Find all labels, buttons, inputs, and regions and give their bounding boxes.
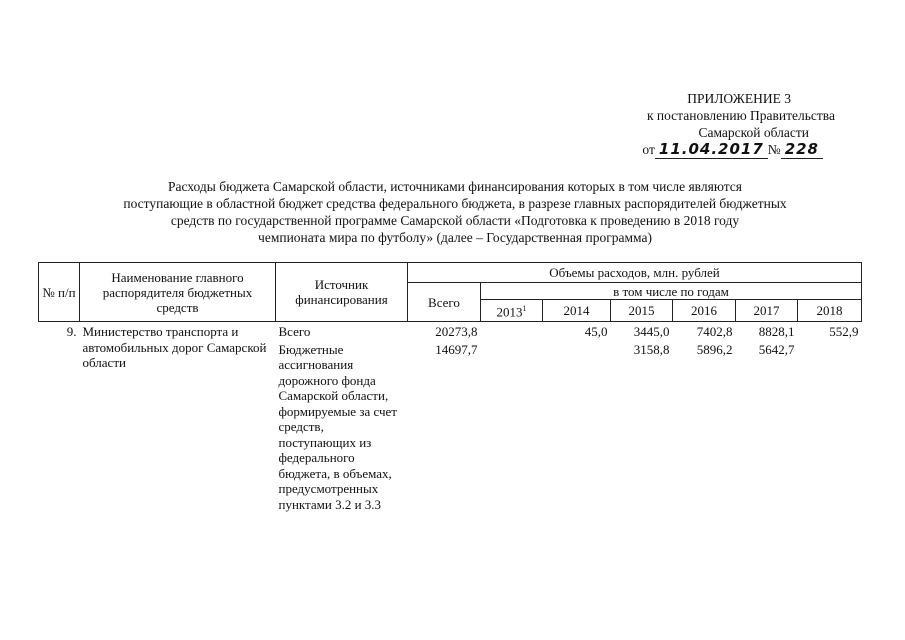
appendix-date-line xyxy=(642,141,835,158)
cell-2013 xyxy=(481,340,543,513)
cell-2014: 45,0 xyxy=(584,324,608,339)
expenses-table xyxy=(38,262,862,512)
header-source: Источник финансирования xyxy=(276,263,408,322)
header-by-years: в том числе по годам xyxy=(481,283,862,300)
cell-2016: 5896,2 xyxy=(696,341,733,357)
title-line-4: чемпионата мира по футболу» (далее – Государственная программа) xyxy=(258,230,652,245)
header-year-2014: 2014 xyxy=(543,300,611,322)
header-name: Наименование главного распорядителя бюджетных средств xyxy=(80,263,276,322)
cell-2015: 3445,0 xyxy=(633,324,670,339)
cell-2018 xyxy=(798,340,862,513)
cell-2017: 8828,1 xyxy=(758,324,795,339)
table-row xyxy=(39,322,862,340)
header-year-2018: 2018 xyxy=(798,300,862,322)
row-source-total: Всего xyxy=(278,324,311,339)
row-num: 9. xyxy=(66,324,77,339)
cell-2016: 7402,8 xyxy=(696,324,733,339)
cell-total: 20273,8 xyxy=(435,324,478,339)
cell-2013 xyxy=(481,322,543,340)
handwritten-date: 11.04.2017 xyxy=(655,140,768,159)
header-year-2017: 2017 xyxy=(736,300,798,322)
appendix-line-resolution: к постановлению Правительства xyxy=(646,108,835,123)
row-source-federal: Бюджетные ассигнования дорожного фонда Самарской области, формируемые за счет средств, поступающих из федерального бюджета, в объемах, предусмотренных пунктами 3.2 и 3.3 xyxy=(278,341,397,512)
title-line-2: поступающие в областной бюджет средства федерального бюджета, в разрезе главных распорядителей бюджетных xyxy=(123,196,787,211)
cell-2015: 3158,8 xyxy=(633,341,670,357)
header-volumes: Объемы расходов, млн. рублей xyxy=(408,263,862,283)
document-title xyxy=(60,178,850,246)
header-year-2015: 2015 xyxy=(611,300,673,322)
appendix-title: ПРИЛОЖЕНИЕ 3 xyxy=(687,91,791,106)
header-year-2013: 2013$^1$ xyxy=(481,300,543,322)
header-total: Всего xyxy=(408,283,481,322)
date-prefix: от xyxy=(642,142,655,157)
cell-2014 xyxy=(543,340,611,513)
appendix-header xyxy=(642,90,835,158)
cell-2018: 552,9 xyxy=(829,324,859,339)
row-name: Министерство транспорта и автомобильных дорог Самарской области xyxy=(82,324,267,370)
appendix-line-region: Самарской области xyxy=(698,125,809,140)
cell-total: 14697,7 xyxy=(435,341,478,357)
number-sign: № xyxy=(767,142,781,157)
cell-2017: 5642,7 xyxy=(758,341,795,357)
title-line-1: Расходы бюджета Самарской области, источниками финансирования которых в том числе являются xyxy=(167,179,742,194)
header-row-1 xyxy=(39,263,862,283)
title-line-3: средств по государственной программе Самарской области «Подготовка к проведению в 2018 году xyxy=(170,213,740,228)
header-year-2016: 2016 xyxy=(673,300,736,322)
footnote-mark: 1 xyxy=(522,304,527,314)
handwritten-number: 228 xyxy=(781,140,823,159)
header-num: № п/п xyxy=(39,263,80,322)
